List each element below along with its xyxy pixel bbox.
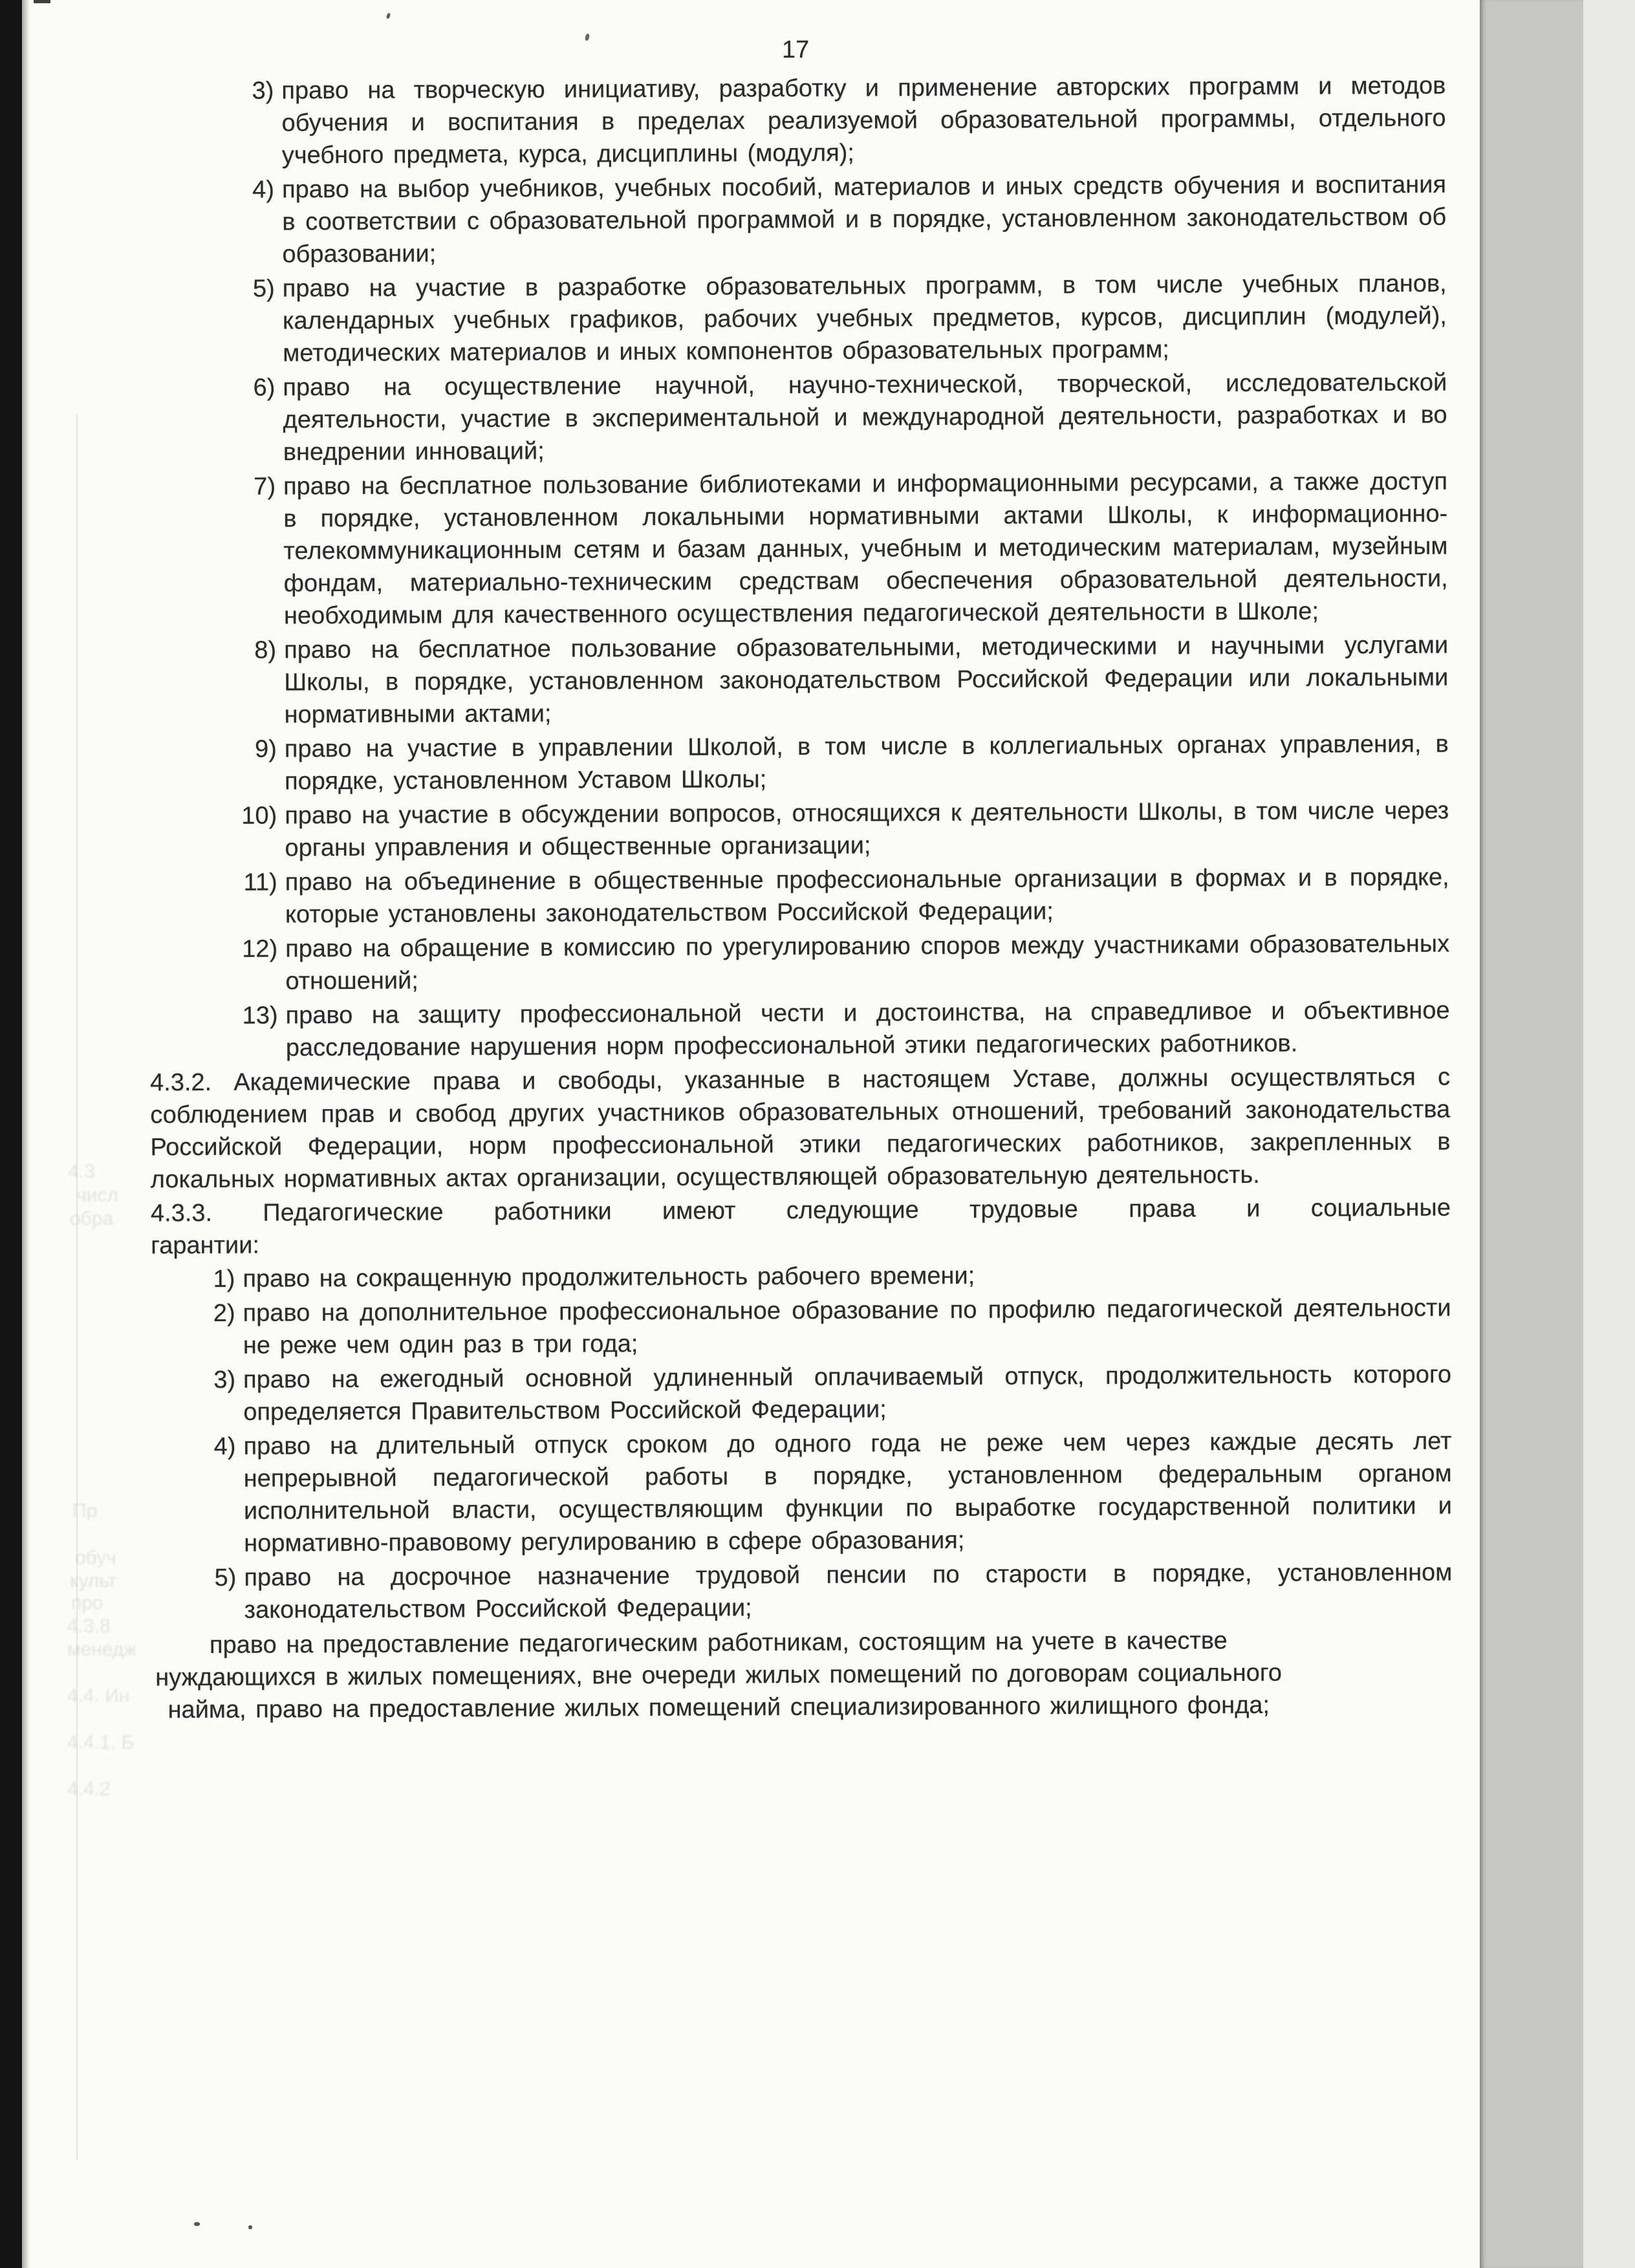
scan-fold-line (76, 414, 78, 2160)
closing-paragraph: право на предоставление педагогическим работникам, состоящим на учете в качестве нуждающихся в жилых помещениях, вне очереди жилых помещений по договорам социального найма, право на предоставление жилых помещений специализированного жилищного фонда; (155, 1627, 1283, 1724)
list-item-text: право на участие в управлении Школой, в том числе в коллегиальных органах управления, в порядке, установленном Уставом Школы; (284, 730, 1449, 795)
list-item (197, 1425, 1452, 1560)
paragraph-4-3-2: 4.3.2. Академические права и свободы, указанные в настоящем Уставе, должны осуществляться с соблюдением прав и свобод других участников образовательных отношений, требований законодательства Российской Федерации, норм профессиональной этики педагогических работников, закрепленных в локальных нормативных актах организации, осуществляющей образовательную деятельность. (149, 1063, 1451, 1194)
list-item-text: право на защиту профессиональной чести и достоинства, на справедливое и объективное расследование нарушения норм профессиональной этики педагогических работников. (285, 997, 1450, 1062)
list-item (197, 1359, 1451, 1429)
bleed-through-text: 4.3.8 (67, 1615, 111, 1637)
paragraph-4-3-3 (151, 1192, 1451, 1262)
bleed-through-text: менедж (67, 1639, 137, 1660)
list-item (236, 268, 1447, 370)
list-item-text: право на объединение в общественные профессиональные организации в формах и в порядке, которые установлены законодательством Российской Федерации; (285, 863, 1449, 929)
list-item-number: 3) (213, 1366, 236, 1394)
academic-rights-list (235, 70, 1450, 1064)
paragraph-4-3-3-line2: гарантии: (151, 1231, 260, 1260)
bleed-through-text: 4.3 (68, 1161, 95, 1182)
list-item-number: 9) (254, 735, 277, 763)
list-item-text: право на участие в разработке образовательных программ, в том числе учебных планов, календарных учебных графиков, рабочих учебных предметов, курсов, дисциплин (модулей), методических материалов и иных компонентов образовательных программ; (282, 270, 1447, 367)
scan-speck (248, 2225, 252, 2229)
list-item-text: право на творческую инициативу, разработку и применение авторских программ и методов обучения и воспитания в пределах реализуемой образовательной программы, отдельного учебного предмета, курса, дисциплины (модуля); (281, 72, 1446, 169)
list-item-number: 12) (242, 935, 278, 963)
list-item-text: право на сокращенную продолжительность рабочего времени; (243, 1262, 975, 1293)
list-item-text: право на осуществление научной, научно-технической, творческой, исследовательской деятельности, участие в экспериментальной и международной деятельности, разработках и во внедрении инноваций; (283, 369, 1447, 466)
list-item (197, 1292, 1451, 1362)
list-item (239, 995, 1450, 1064)
list-item-number: 4) (252, 176, 275, 204)
list-item-number: 8) (254, 636, 277, 664)
list-item-text: право на бесплатное пользование библиотеками и информационными ресурсами, а также доступ в порядке, установленном локальными нормативными актами Школы, к информационно-телекоммуникационным сетям и базам данных, учебным и методическим материалам, музейным фондам, материально-техническим средствам обеспечения образовательной деятельности, необходимым для качественного осуществления педагогической деятельности в Школе; (283, 468, 1448, 630)
list-item (196, 1258, 1451, 1295)
scan-speck (194, 2222, 200, 2226)
list-item-number: 3) (252, 77, 274, 105)
list-item-number: 4) (213, 1432, 236, 1460)
bleed-through-text: обра (70, 1208, 114, 1229)
list-item (237, 466, 1448, 632)
bleed-through-text: про (71, 1592, 103, 1614)
bleed-through-text: 4.4. Ин (67, 1685, 130, 1707)
bleed-through-text: 4.4.1. Б (67, 1732, 135, 1753)
scan-right-outer-band (1583, 0, 1635, 2268)
list-item-number: 13) (242, 1002, 278, 1030)
list-item (197, 1557, 1452, 1626)
list-item-number: 1) (213, 1265, 235, 1293)
list-item-number: 11) (243, 869, 277, 896)
bleed-through-text: культ (70, 1570, 117, 1592)
list-item-text: право на досрочное назначение трудовой пенсии по старости в порядке, установленном законодательством Российской Федерации; (244, 1559, 1453, 1624)
list-item (235, 169, 1447, 271)
list-item-text: право на обращение в комиссию по урегулированию споров между участниками образовательных отношений; (285, 930, 1450, 995)
list-item (236, 367, 1447, 469)
document-page (146, 31, 1453, 1727)
list-item-number: 5) (214, 1564, 237, 1592)
bleed-through-text: Пр (72, 1500, 98, 1522)
scan-left-edge-strip (0, 0, 22, 2268)
list-item-text: право на ежегодный основной удлиненный оплачиваемый отпуск, продолжительность которого определяется Правительством Российской Федерации; (243, 1361, 1452, 1426)
bleed-through-text: 4.4.2 (67, 1778, 111, 1800)
list-item-number: 5) (252, 275, 275, 303)
list-item-number: 10) (241, 802, 277, 830)
bleed-through-text: числ (76, 1185, 118, 1206)
list-item-text: право на участие в обсуждении вопросов, относящихся к деятельности Школы, в том числе через органы управления и общественные организации; (285, 797, 1449, 862)
scan-speck (34, 0, 50, 3)
list-item-text: право на дополнительное профессиональное образование по профилю педагогической деятельности не реже чем один раз в три года; (243, 1294, 1451, 1359)
labor-rights-list (196, 1258, 1452, 1626)
list-item (238, 795, 1449, 865)
list-item-number: 6) (253, 374, 276, 402)
paragraph-4-3-3-line1: 4.3.3. Педагогические работники имеют следующие трудовые права и социальные (150, 1194, 1451, 1227)
list-item (237, 629, 1449, 731)
list-item-text: право на выбор учебников, учебных пособий, материалов и иных средств обучения и воспитания в соответствии с образовательной программой и в порядке, установленном законодательством об образовании; (281, 171, 1447, 268)
list-item (239, 861, 1449, 931)
list-item-number: 2) (213, 1299, 235, 1327)
list-item-text: право на бесплатное пользование образовательными, методическими и научными услугами Школы, в порядке, установленном законодательством Российской Федерации или локальными нормативными актами; (284, 631, 1449, 729)
list-item-text: право на длительный отпуск сроком до одного года не реже чем через каждые десять лет непрерывной педагогической работы в порядке, установленном федеральным органом исполнительной власти, осуществляющим функции по выработке государственной политики и нормативно-правовому регулированию в сфере образования; (243, 1427, 1453, 1557)
scan-right-edge-band (1480, 0, 1583, 2268)
list-item (238, 728, 1449, 798)
page-number: 17 (781, 36, 810, 64)
bleed-through-text: обуч (75, 1547, 116, 1568)
list-item-number: 7) (254, 473, 276, 501)
list-item (239, 928, 1449, 998)
scan-left-edge-shadow (22, 0, 30, 2268)
list-item (235, 70, 1446, 172)
